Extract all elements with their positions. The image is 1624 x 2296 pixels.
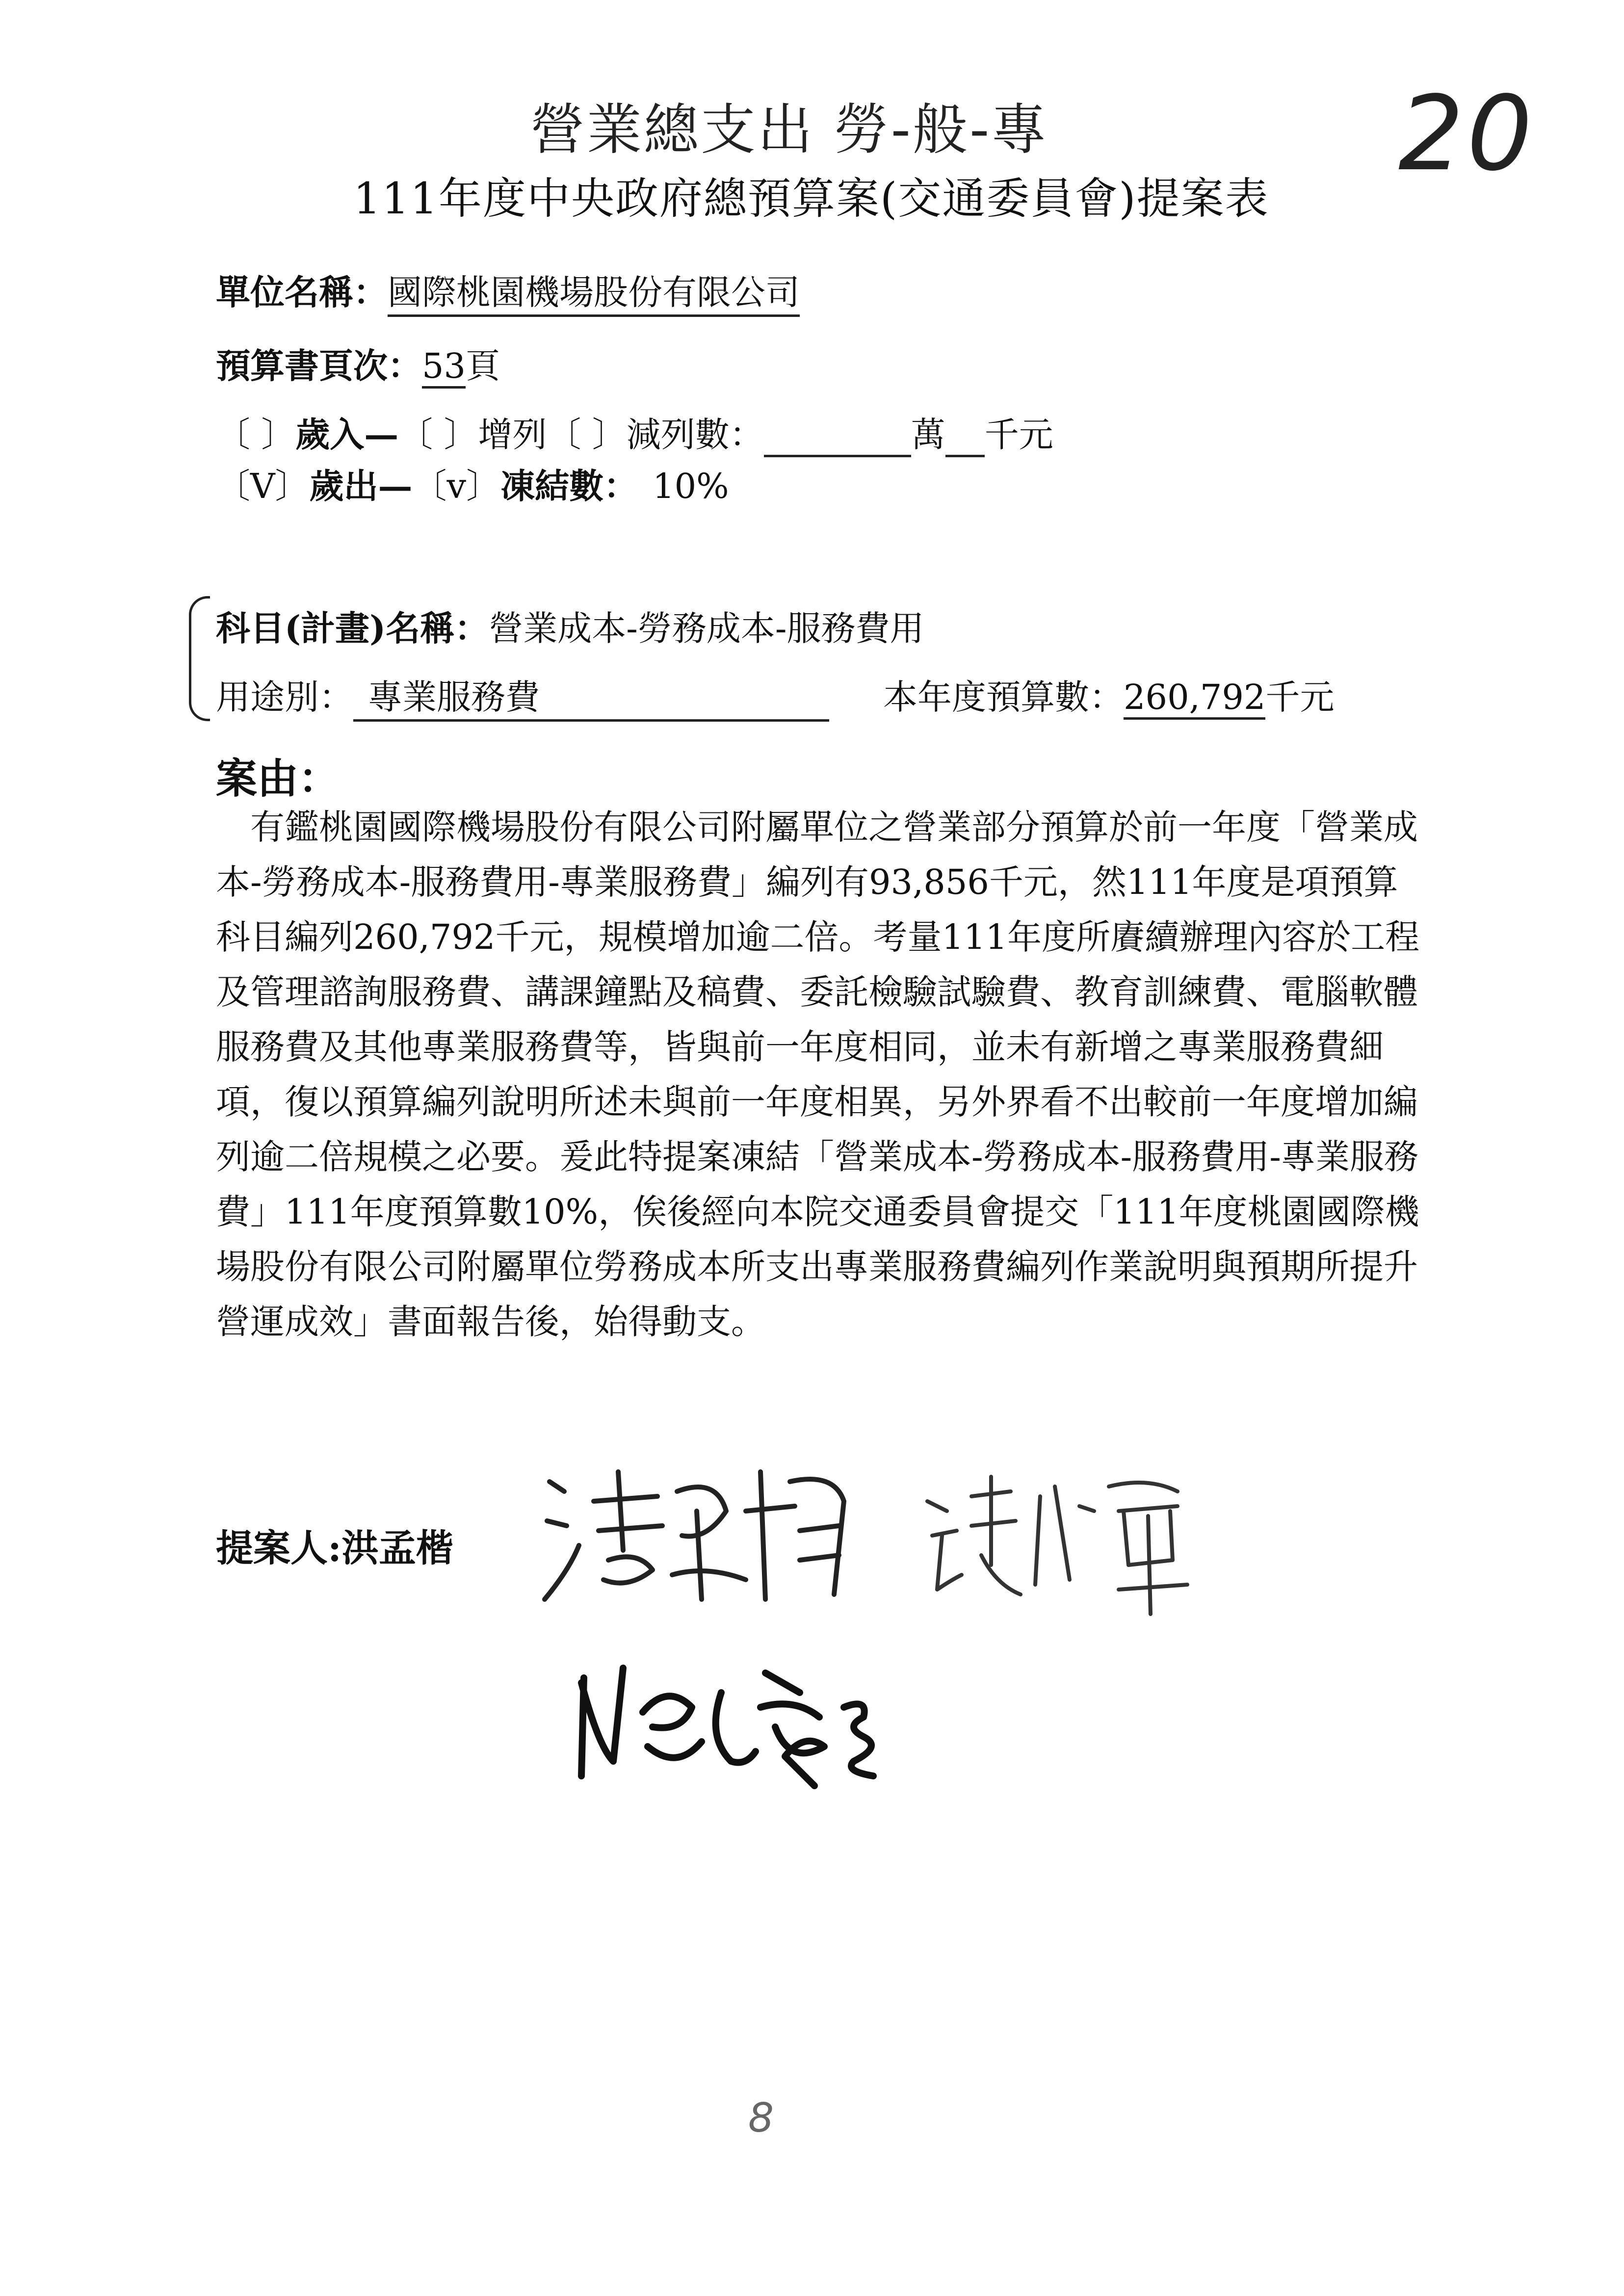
document-title: 111年度中央政府總預算案(交通委員會)提案表: [353, 173, 1269, 224]
annual-budget-value: 260,792: [1124, 677, 1265, 720]
wan-blank: [764, 415, 911, 457]
subject-label: 科目(計畫)名稱：: [216, 608, 489, 649]
usage-label: 用途別：: [216, 677, 353, 717]
qian-blank: [945, 415, 985, 457]
subject-brace: [189, 596, 210, 721]
unit-value: 國際桃園機場股份有限公司: [388, 265, 800, 317]
usage-row: [216, 670, 829, 722]
qian-yuan-label: 千元: [984, 415, 1053, 455]
unit-label: 單位名稱：: [216, 272, 388, 313]
freeze-value: 10%: [653, 466, 729, 506]
signature-hong-meng-kai: [540, 1452, 883, 1629]
proposer-label: 提案人:洪孟楷: [216, 1526, 454, 1570]
page-mark: 8: [748, 2095, 774, 2141]
budget-page-value: 53: [422, 346, 466, 389]
budget-page-suffix: 頁: [466, 346, 500, 386]
handwritten-proposal-number: 20: [1398, 74, 1536, 194]
annual-budget-row: [883, 670, 1334, 720]
freeze-label: 凍結數：: [500, 466, 638, 506]
expense-label: 歲出—: [309, 466, 413, 506]
revenue-checkbox: 〔 〕: [216, 415, 296, 455]
expense-row: [216, 459, 729, 508]
handwritten-header: 營業總支出 勞-般-專: [530, 98, 1048, 162]
reason-body: 有鑑桃園國際機場股份有限公司附屬單位之營業部分預算於前一年度「營業成本-勞務成本-服務費用-專業服務費」編列有93,856千元，然111年度是項預算科目編列260,792千元，規模增加逾二倍。考量111年度所賡續辦理內容於工程及管理諮詢服務費、講課鐘點及稿費、委託檢驗試驗費、教育訓練費、電腦軟體服務費及其他專業服務費等，皆與前一年度相同，並未有新增之專業服務費細項，復以預算編列說明所述未與前一年度相異，另外界看不出較前一年度增加編列逾二倍規模之必要。爰此特提案凍結「營業成本-勞務成本-服務費用-專業服務費」111年度預算數10%，俟後經向本院交通委員會提交「111年度桃園國際機場股份有限公司附屬單位勞務成本所支出專業服務費編列作業說明與預期所提升營運成效」書面報告後，始得動支。: [216, 807, 1420, 1342]
increase-checkbox: 〔 〕: [398, 415, 478, 455]
annual-budget-label: 本年度預算數：: [883, 677, 1124, 717]
revenue-label: 歲入—: [295, 414, 399, 455]
signature-hsu-shu-hua: [922, 1467, 1197, 1624]
expense-checkbox: 〔V〕: [216, 466, 310, 506]
signature-third: [569, 1648, 922, 1805]
subject-row: [216, 601, 924, 651]
reason-heading: 案由：: [216, 754, 340, 803]
freeze-checkbox: 〔v〕: [412, 466, 501, 506]
annual-budget-unit: 千元: [1265, 677, 1335, 717]
decrease-label: 減列數：: [626, 415, 764, 455]
wan-label: 萬: [911, 415, 945, 455]
increase-label: 增列: [478, 415, 547, 455]
revenue-row: [216, 407, 1053, 457]
decrease-checkbox: 〔 〕: [547, 415, 627, 455]
usage-value: 專業服務費: [353, 670, 829, 722]
budget-page-row: [216, 339, 500, 389]
subject-value: 營業成本-勞務成本-服務費用: [489, 608, 924, 649]
budget-page-label: 預算書頁次：: [216, 345, 422, 386]
unit-row: [216, 265, 800, 317]
